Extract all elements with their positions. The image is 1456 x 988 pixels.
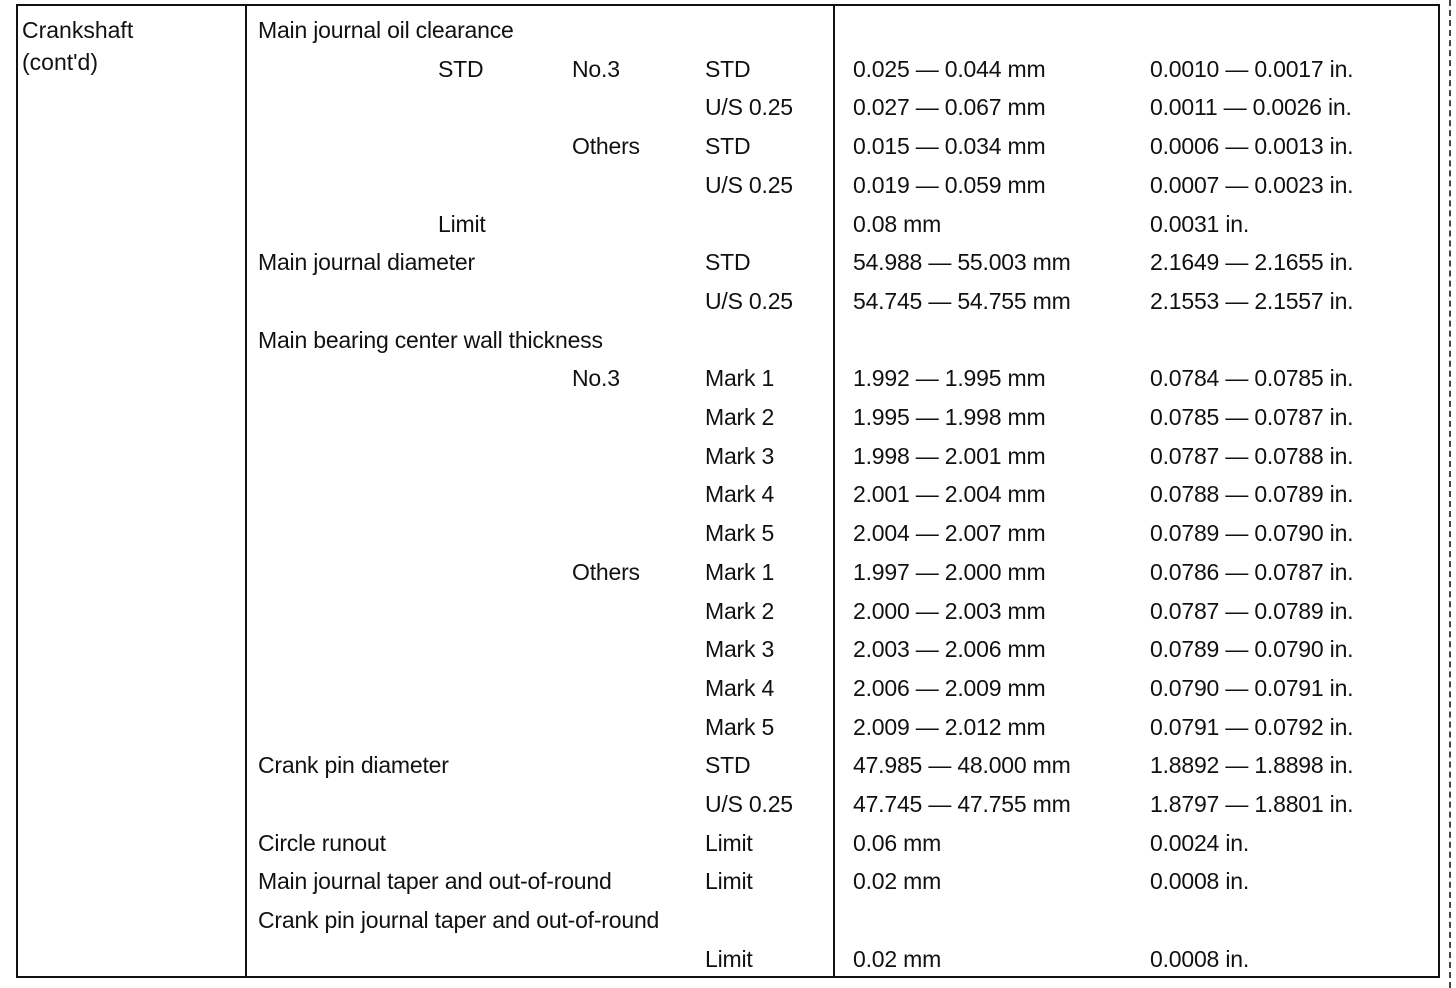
spec-metric-value: 2.006 — 2.009 mm [853, 675, 1046, 701]
spec-imperial-value: 0.0784 — 0.0785 in. [1150, 365, 1354, 391]
spec-imperial-value: 0.0008 in. [1150, 946, 1250, 972]
spec-qualifier: Limit [438, 211, 486, 237]
category-column-divider [245, 4, 247, 978]
spec-imperial-value: 1.8892 — 1.8898 in. [1150, 752, 1354, 778]
spec-metric-value: 2.009 — 2.012 mm [853, 714, 1046, 740]
spec-item-label: Circle runout [258, 830, 386, 856]
spec-imperial-value: 0.0791 — 0.0792 in. [1150, 714, 1354, 740]
spec-imperial-value: 0.0031 in. [1150, 211, 1250, 237]
spec-condition: U/S 0.25 [705, 288, 793, 314]
spec-metric-value: 0.027 — 0.067 mm [853, 94, 1046, 120]
spec-condition: U/S 0.25 [705, 94, 793, 120]
spec-condition: Mark 5 [705, 714, 775, 740]
spec-condition: Mark 2 [705, 598, 775, 624]
spec-metric-value: 0.019 — 0.059 mm [853, 172, 1046, 198]
spec-condition: U/S 0.25 [705, 172, 793, 198]
spec-condition: Limit [705, 946, 753, 972]
value-column-divider [833, 4, 835, 978]
spec-item-label: Main journal diameter [258, 249, 475, 275]
spec-subgroup: Others [572, 559, 640, 585]
spec-imperial-value: 1.8797 — 1.8801 in. [1150, 791, 1354, 817]
spec-condition: STD [705, 752, 751, 778]
spec-metric-value: 0.02 mm [853, 946, 942, 972]
spec-imperial-value: 2.1553 — 2.1557 in. [1150, 288, 1354, 314]
spec-subgroup: Others [572, 133, 640, 159]
spec-imperial-value: 0.0008 in. [1150, 868, 1250, 894]
spec-condition: STD [705, 56, 751, 82]
spec-imperial-value: 0.0024 in. [1150, 830, 1250, 856]
spec-metric-value: 1.997 — 2.000 mm [853, 559, 1046, 585]
spec-qualifier: STD [438, 56, 484, 82]
spec-item-label: Crank pin diameter [258, 752, 449, 778]
spec-imperial-value: 0.0006 — 0.0013 in. [1150, 133, 1354, 159]
spec-condition: Mark 3 [705, 443, 775, 469]
spec-metric-value: 2.001 — 2.004 mm [853, 481, 1046, 507]
spec-metric-value: 0.015 — 0.034 mm [853, 133, 1046, 159]
spec-condition: STD [705, 249, 751, 275]
spec-imperial-value: 0.0789 — 0.0790 in. [1150, 520, 1354, 546]
spec-imperial-value: 0.0007 — 0.0023 in. [1150, 172, 1354, 198]
spec-metric-value: 2.004 — 2.007 mm [853, 520, 1046, 546]
spec-condition: Mark 4 [705, 675, 775, 701]
spec-condition: Mark 1 [705, 559, 775, 585]
spec-metric-value: 54.988 — 55.003 mm [853, 249, 1071, 275]
spec-metric-value: 0.08 mm [853, 211, 942, 237]
spec-condition: Limit [705, 830, 753, 856]
spec-metric-value: 1.995 — 1.998 mm [853, 404, 1046, 430]
spec-imperial-value: 0.0787 — 0.0788 in. [1150, 443, 1354, 469]
category-continued-label: (cont'd) [22, 49, 98, 75]
spec-subgroup: No.3 [572, 56, 620, 82]
spec-metric-value: 47.985 — 48.000 mm [853, 752, 1071, 778]
spec-imperial-value: 0.0787 — 0.0789 in. [1150, 598, 1354, 624]
spec-imperial-value: 0.0785 — 0.0787 in. [1150, 404, 1354, 430]
spec-metric-value: 2.003 — 2.006 mm [853, 636, 1046, 662]
spec-condition: Limit [705, 868, 753, 894]
spec-condition: Mark 5 [705, 520, 775, 546]
spec-metric-value: 0.025 — 0.044 mm [853, 56, 1046, 82]
spec-condition: STD [705, 133, 751, 159]
spec-metric-value: 1.992 — 1.995 mm [853, 365, 1046, 391]
spec-metric-value: 1.998 — 2.001 mm [853, 443, 1046, 469]
spec-item-label: Crank pin journal taper and out-of-round [258, 907, 660, 933]
spec-condition: Mark 4 [705, 481, 775, 507]
spec-imperial-value: 0.0789 — 0.0790 in. [1150, 636, 1354, 662]
spec-condition: Mark 1 [705, 365, 775, 391]
spec-condition: Mark 2 [705, 404, 775, 430]
page-edge-line [1449, 0, 1451, 988]
spec-subgroup: No.3 [572, 365, 620, 391]
spec-metric-value: 54.745 — 54.755 mm [853, 288, 1071, 314]
spec-imperial-value: 0.0010 — 0.0017 in. [1150, 56, 1354, 82]
spec-item-label: Main bearing center wall thickness [258, 327, 603, 353]
spec-item-label: Main journal oil clearance [258, 17, 514, 43]
spec-imperial-value: 0.0011 — 0.0026 in. [1150, 94, 1352, 120]
spec-metric-value: 47.745 — 47.755 mm [853, 791, 1071, 817]
spec-condition: Mark 3 [705, 636, 775, 662]
spec-item-label: Main journal taper and out-of-round [258, 868, 612, 894]
category-label: Crankshaft [22, 17, 134, 43]
spec-imperial-value: 2.1649 — 2.1655 in. [1150, 249, 1354, 275]
spec-imperial-value: 0.0786 — 0.0787 in. [1150, 559, 1354, 585]
spec-imperial-value: 0.0788 — 0.0789 in. [1150, 481, 1354, 507]
spec-metric-value: 0.02 mm [853, 868, 942, 894]
spec-metric-value: 2.000 — 2.003 mm [853, 598, 1046, 624]
spec-metric-value: 0.06 mm [853, 830, 942, 856]
spec-condition: U/S 0.25 [705, 791, 793, 817]
spec-imperial-value: 0.0790 — 0.0791 in. [1150, 675, 1354, 701]
